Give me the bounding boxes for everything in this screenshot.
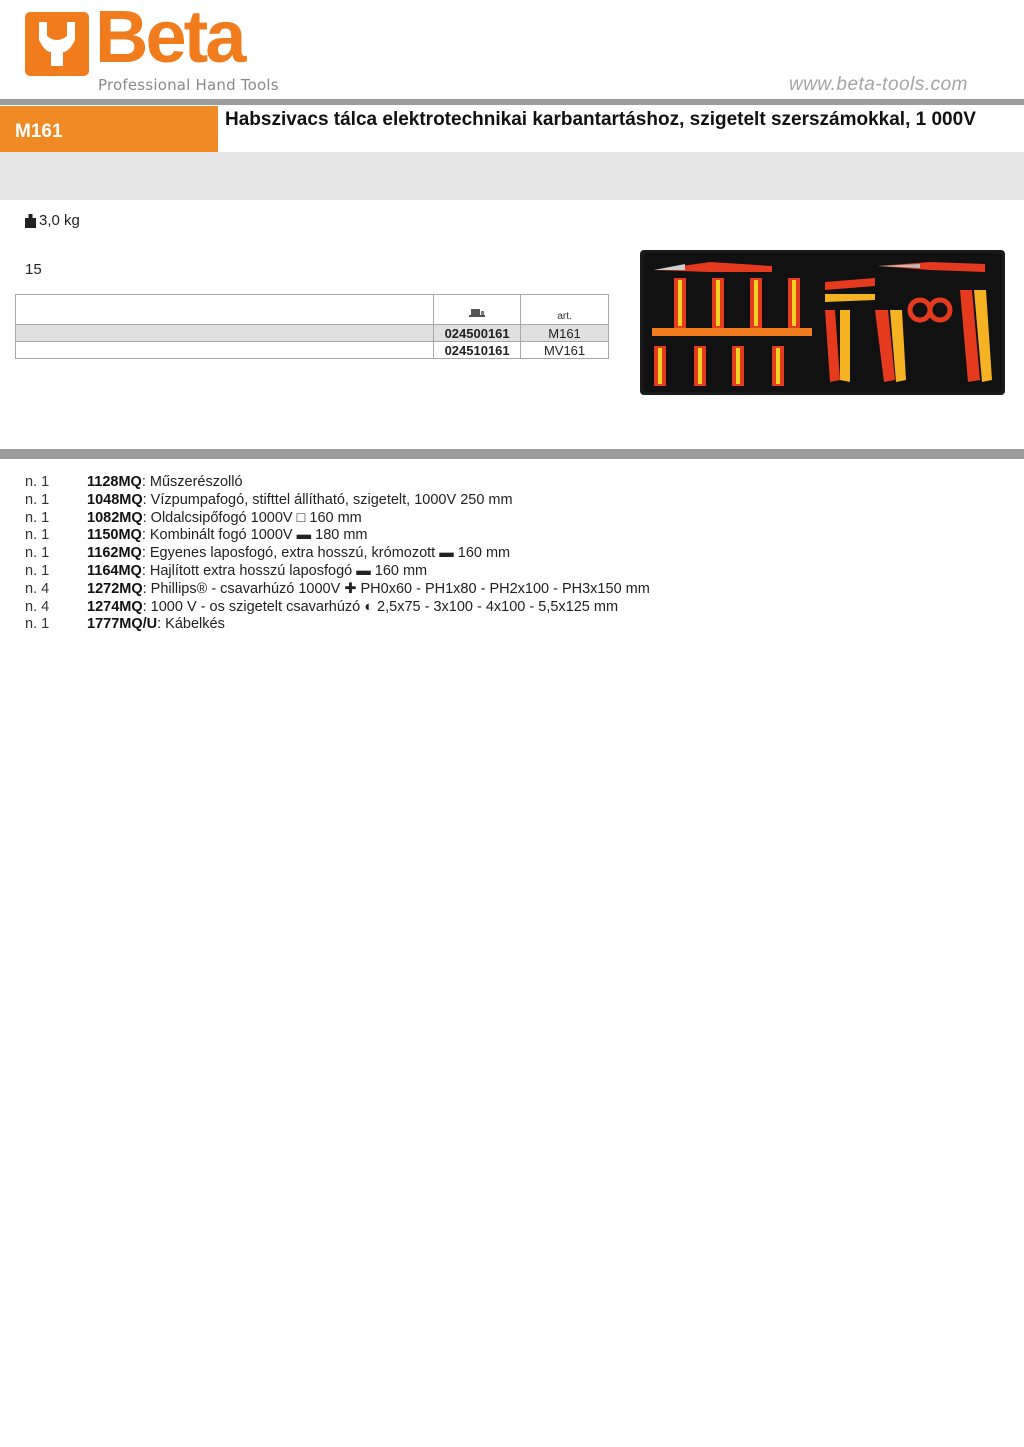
product-title: Habszivacs tálca elektrotechnikai karbantartáshoz, szigetelt szerszámokkal, 1 000V [218, 106, 1024, 152]
item-quantity: n. 1 [25, 545, 50, 562]
article-number: M161 [521, 325, 609, 342]
item-description: : Kombinált fogó 1000V ▬ 180 mm [141, 527, 368, 544]
list-item [25, 492, 1005, 510]
order-code: 024510161 [434, 342, 521, 359]
list-item [25, 599, 1005, 617]
brand-tagline: Professional Hand Tools [98, 76, 279, 94]
list-item [25, 581, 1005, 599]
item-quantity: n. 1 [25, 527, 50, 544]
item-code: 1048MQ [87, 491, 143, 508]
item-quantity: n. 1 [25, 616, 50, 633]
package-icon [469, 307, 485, 319]
beta-logo [25, 0, 287, 96]
item-description: : 1000 V - os szigetelt csavarhúzó ◐ 2,5x75 - 3x100 - 4x100 - 5,5x125 mm [142, 598, 619, 615]
item-description: : Vízpumpafogó, stifttel állítható, szigetelt, 1000V 250 mm [142, 491, 513, 508]
list-item [25, 563, 1005, 581]
section-divider [0, 449, 1024, 459]
table-header-row [16, 295, 609, 325]
item-quantity: n. 1 [25, 562, 50, 579]
order-code: 024500161 [434, 325, 521, 342]
art-header: art. [557, 311, 572, 322]
item-code: 1274MQ [87, 598, 143, 615]
wrench-logo-icon [25, 12, 89, 76]
list-item [25, 474, 1005, 492]
list-item [25, 527, 1005, 545]
list-item [25, 616, 1005, 634]
title-grey-band [0, 152, 1024, 200]
website-link[interactable]: www.beta-tools.com [788, 74, 968, 95]
header-divider [0, 99, 1024, 105]
piece-count: 15 [25, 261, 42, 278]
item-description: : Phillips® - csavarhúzó 1000V ✚ PH0x60 - PH1x80 - PH2x100 - PH3x150 mm [142, 580, 650, 597]
article-number: MV161 [521, 342, 609, 359]
item-description: : Kábelkés [157, 616, 225, 633]
item-code: 1128MQ [87, 474, 142, 490]
list-item [25, 510, 1005, 528]
item-quantity: n. 4 [25, 598, 50, 615]
table-row [16, 325, 609, 342]
item-code: 1777MQ/U [87, 616, 158, 633]
brand-name: Beta [95, 0, 244, 78]
item-description: : Oldalcsipőfogó 1000V □ 160 mm [142, 509, 362, 526]
item-code: 1164MQ [87, 562, 142, 579]
list-item [25, 545, 1005, 563]
item-code: 1162MQ [87, 545, 142, 562]
item-code: 1082MQ [87, 509, 143, 526]
item-quantity: n. 1 [25, 509, 50, 526]
order-codes-table [15, 294, 609, 359]
table-row [16, 342, 609, 359]
item-quantity: n. 1 [25, 491, 50, 508]
product-photo [640, 250, 1005, 395]
weight-value: 3,0 kg [39, 212, 80, 229]
weight-icon [25, 214, 36, 228]
item-description: : Műszerészolló [141, 474, 243, 490]
item-quantity: n. 1 [25, 474, 50, 490]
item-code: 1150MQ [87, 527, 142, 544]
item-description: : Hajlított extra hosszú laposfogó ▬ 160 mm [141, 562, 428, 579]
item-quantity: n. 4 [25, 580, 50, 597]
contents-list [25, 474, 1005, 634]
item-description: : Egyenes laposfogó, extra hosszú, krómozott ▬ 160 mm [141, 545, 511, 562]
weight-info [25, 212, 80, 229]
product-code: M161 [0, 106, 218, 152]
item-code: 1272MQ [87, 580, 143, 597]
